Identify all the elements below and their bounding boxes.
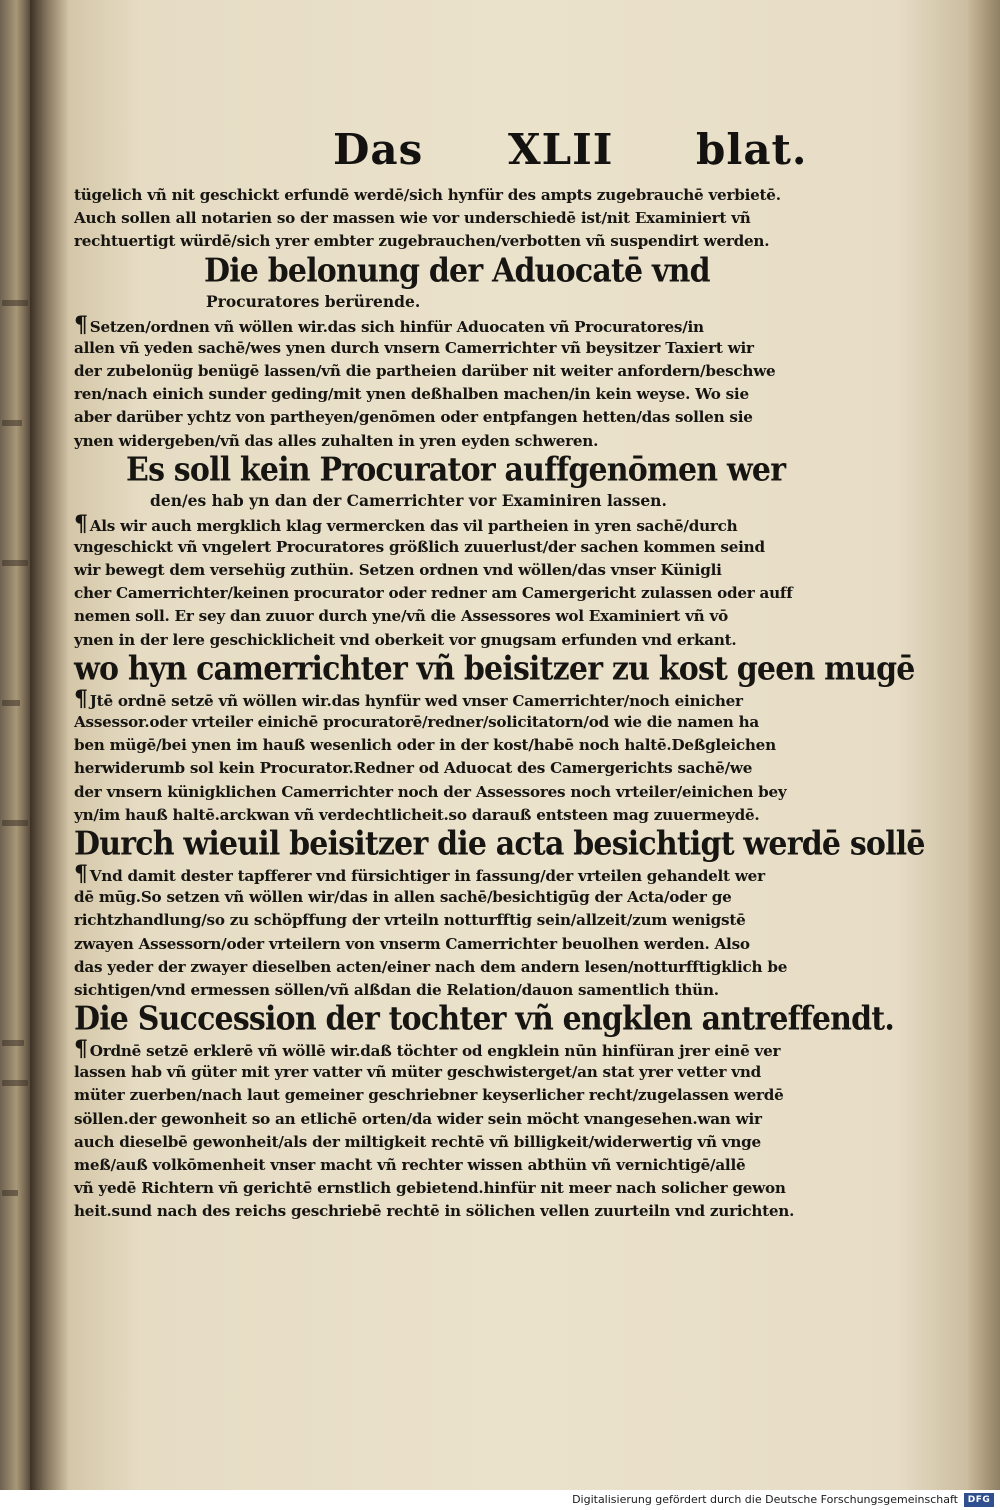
book-gutter [30, 0, 70, 1490]
text-line: Auch sollen all notarien so der massen wie vor underschiedē ist/nit Examiniert vñ [74, 209, 751, 228]
pilcrow-icon: ¶ [74, 510, 88, 537]
dfg-logo-icon: DFG [964, 1493, 994, 1507]
text-line: zwayen Assessorn/oder vrteilern von vnserm Camerrichter beuolhen werden. Also [74, 934, 750, 953]
section-heading: Die belonung der Aduocatē vnd [204, 252, 710, 290]
text-line: sichtigen/vnd ermessen söllen/vñ alßdan die Relation/dauon samentlich thün. [74, 980, 719, 999]
section-subheading: den/es hab yn dan der Camerrichter vor Examiniren lassen. [150, 490, 667, 510]
text-line: ren/nach einich sunder geding/mit ynen deßhalben machen/in kein weyse. Wo sie [74, 385, 749, 404]
text-line: lassen hab vñ güter mit yrer vatter vñ müter geschwisterget/an stat yrer vetter vnd [74, 1063, 761, 1082]
text-line: ben mügē/bei ynen im hauß wesenlich oder in der kost/habē noch haltē.Deßgleichen [74, 736, 776, 755]
text-line: auch dieselbē gewonheit/als der miltigkeit rechtē vñ billigkeit/widerwertig vñ vnge [74, 1132, 761, 1151]
running-head [68, 125, 968, 185]
text-line: nemen soll. Er sey dan zuuor durch yne/vñ die Assessores wol Examiniert vñ vō [74, 607, 728, 626]
facing-page-edge [0, 0, 30, 1490]
text-line: meß/auß volkōmenheit vnser macht vñ rechter wissen abthün vñ vernichtigē/allē [74, 1156, 746, 1174]
text-line: söllen.der gewonheit so an etlichē orten/da wider sein möcht vnangesehen.wan wir [74, 1109, 762, 1128]
footer-bar [0, 1490, 1000, 1510]
text-line: der zubelonüg benügē lassen/vñ die partheien darüber nit weiter anfordern/beschwe [74, 361, 776, 380]
text-line: allen vñ yeden sachē/wes ynen durch vnsern Camerrichter vñ beysitzer Taxiert wir [74, 338, 754, 357]
pilcrow-icon: ¶ [74, 1036, 88, 1063]
text-line: cher Camerrichter/keinen procurator oder redner am Camergericht zulassen oder auff [74, 584, 793, 603]
funding-credit: Digitalisierung gefördert durch die Deutsche Forschungsgemeinschaft [572, 1493, 958, 1506]
text-line: rechtuertigt würdē/sich yrer embter zugebrauchen/verbotten vñ suspendirt werden. [74, 232, 770, 251]
text-line: aber darüber ychtz von partheyen/genōmen oder entpfangen hetten/das sollen sie [74, 408, 753, 427]
running-head-left: Das [333, 125, 424, 174]
text-line: ynen widergeben/vñ das alles zuhalten in yren eyden schweren. [74, 431, 599, 450]
folio-number: XLII [508, 125, 614, 174]
text-line: wir bewegt dem versehüg zuthün. Setzen ordnen vnd wöllen/das vnser Künigli [74, 561, 722, 580]
section-subheading: Procuratores berürende. [206, 291, 421, 311]
text-line: ynen in der lere geschicklicheit vnd oberkeit vor gnugsam erfunden vnd erkant. [74, 630, 737, 649]
text-line: ¶ Ordnē setzē erklerē vñ wöllē wir.daß töchter od engklein nūn hinfüran jrer einē ver [74, 1036, 781, 1063]
text-line: ¶ Als wir auch mergklich klag vermercken das vil partheien in yren sachē/durch [74, 510, 738, 537]
text-line: tügelich vñ nit geschickt erfundē werdē/sich hynfür des ampts zugebrauchē verbietē. [74, 186, 781, 204]
page-edge [968, 0, 1000, 1490]
text-line: yn/im hauß haltē.arckwan vñ verdechtlicheit.so darauß entsteen mag zuuermeydē. [74, 805, 760, 824]
pilcrow-icon: ¶ [74, 860, 88, 887]
text-line: ¶ Vnd damit dester tapfferer vnd fürsichtiger in fassung/der vrteilen gehandelt wer [74, 860, 765, 887]
text-line: müter zuerben/nach laut gemeiner geschriebner keyserlicher recht/zugelassen werdē [74, 1086, 784, 1105]
text-line: vngeschickt vñ vngelert Procuratores größlich zuuerlust/der sachen kommen seind [74, 537, 765, 556]
text-line: dē mūg.So setzen vñ wöllen wir/das in allen sachē/besichtigūg der Acta/oder ge [74, 888, 732, 907]
section-heading: wo hyn camerrichter vñ beisitzer zu kost geen mugē [74, 650, 915, 689]
section-heading: Es soll kein Procurator auffgenōmen wer [126, 451, 786, 490]
pilcrow-icon: ¶ [74, 311, 88, 338]
text-line: vñ yedē Richtern vñ gerichtē ernstlich gebietend.hinfür nit meer nach solicher gewon [74, 1179, 786, 1198]
text-line: Assessor.oder vrteiler einichē procuratorē/redner/solicitatorn/od wie die namen ha [74, 713, 759, 731]
section-heading: Die Succession der tochter vñ engklen antreffendt. [74, 1000, 895, 1039]
running-head-right: blat. [696, 125, 808, 174]
text-line: richtzhandlung/so zu schöpffung der vrteiln notturfftig sein/allzeit/zum wenigstē [74, 911, 746, 930]
book-page [68, 0, 968, 1490]
section-heading: Durch wieuil beisitzer die acta besichtigt werdē sollē [74, 825, 925, 864]
text-line: herwiderumb sol kein Procurator.Redner od Aduocat des Camergerichts sachē/we [74, 759, 753, 778]
text-line: das yeder der zwayer dieselben acten/einer nach dem andern lesen/notturfftigklich be [74, 957, 788, 976]
body-text [74, 184, 925, 1224]
pilcrow-icon: ¶ [74, 685, 88, 712]
text-line: ¶ Setzen/ordnen vñ wöllen wir.das sich hinfür Aduocaten vñ Procuratores/in [74, 311, 704, 338]
text-line: ¶ Jtē ordnē setzē vñ wöllen wir.das hynfür wed vnser Camerrichter/noch einicher [74, 685, 743, 712]
text-line: der vnsern künigklichen Camerrichter noch der Assessores noch vrteiler/einichen bey [74, 782, 787, 801]
text-line: heit.sund nach des reichs geschriebē rechtē in sölichen vellen zuurteiln vnd zurichten. [74, 1202, 795, 1221]
